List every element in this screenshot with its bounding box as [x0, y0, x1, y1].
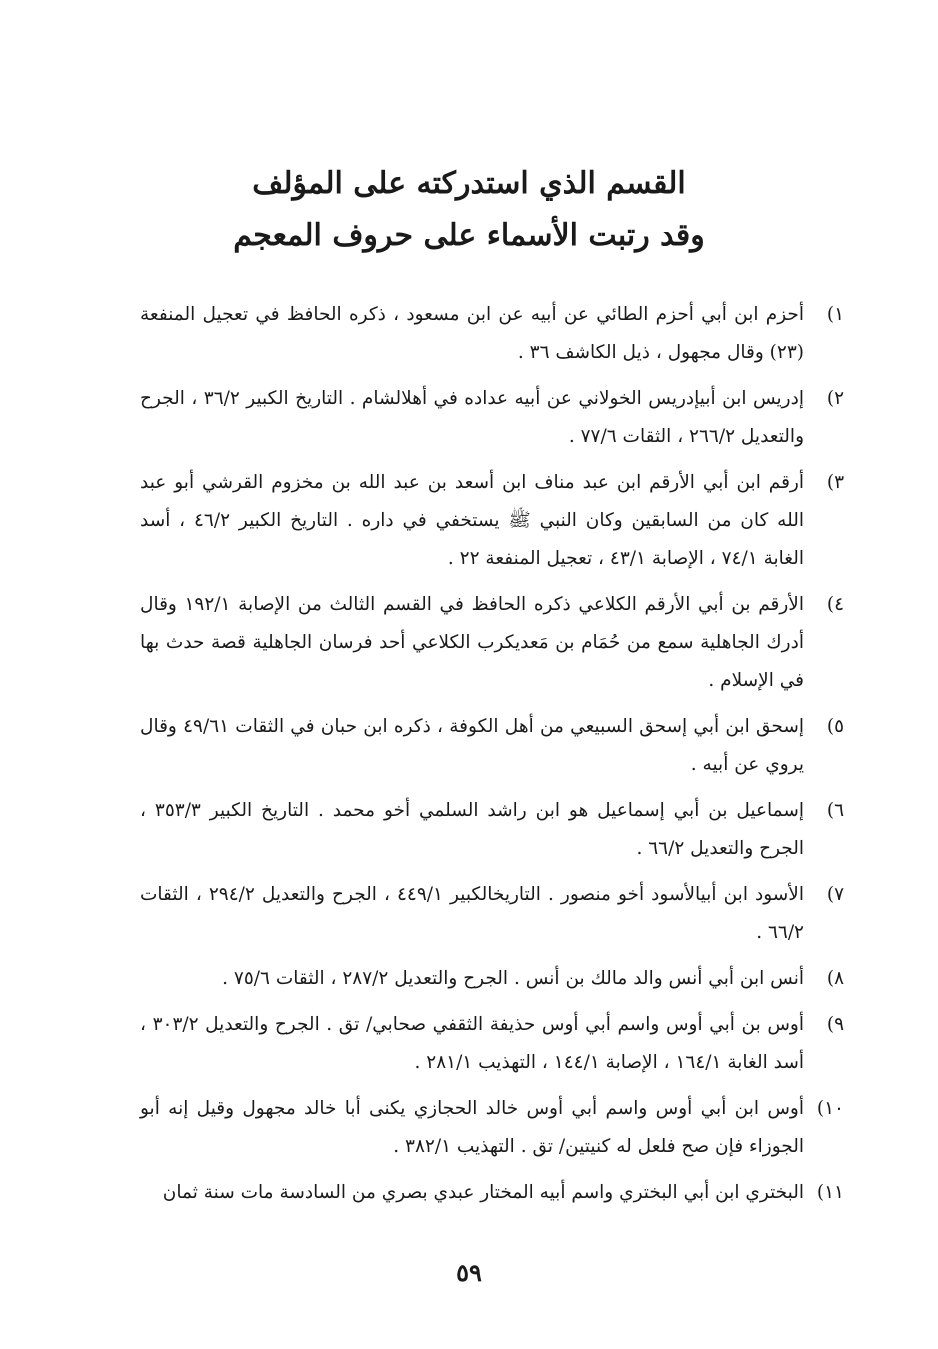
entry-text: أرقم ابن أبي الأرقم ابن عبد مناف ابن أسعد بن عبد الله بن مخزوم القرشي أبو عبد الله كان من السابقين وكان النبي ﷺ يستخفي في داره . التاريخ الكبير ٤٦/٢ ، أسد الغابة ٧٤/١ ، الإصابة ٤٣/١ ، تعجيل المنفعة ٢٢ .	[140, 472, 804, 569]
entry-number: ٢)	[826, 388, 844, 409]
list-item	[140, 296, 844, 372]
entry-text: أوس بن أبي أوس واسم أبي أوس حذيفة الثقفي صحابي/ تق . الجرح والتعديل ٣٠٣/٢ ، أسد الغابة ١٦٤/١ ، الإصابة ١٤٤/١ ، التهذيب ٢٨١/١ .	[140, 1014, 805, 1073]
list-item	[140, 792, 844, 868]
list-item	[140, 876, 844, 952]
entry-number: ٣)	[826, 472, 844, 493]
entry-number: ٥)	[826, 716, 844, 737]
entry-text: البختري ابن أبي البختري واسم أبيه المختار عبدي بصري من السادسة مات سنة ثمان	[162, 1182, 804, 1203]
list-item	[140, 1006, 844, 1082]
list-item	[140, 380, 844, 456]
entry-number: ١٠)	[816, 1098, 844, 1119]
entries-list	[140, 296, 844, 1220]
list-item	[140, 1090, 844, 1166]
list-item	[140, 708, 844, 784]
entry-number: ٨)	[826, 968, 844, 989]
entry-text: الأرقم بن أبي الأرقم الكلاعي ذكره الحافظ في القسم الثالث من الإصابة ١٩٢/١ وقال أدرك الجاهلية سمع من حُمَام بن مَعديكرب الكلاعي أحد فرسان الجاهلية قصة حدث بها في الإسلام .	[140, 594, 804, 691]
entry-text: إسماعيل بن أبي إسماعيل هو ابن راشد السلمي أخو محمد . التاريخ الكبير ٣٥٣/٣ ، الجرح والتعديل ٦٦/٢ .	[140, 800, 804, 859]
entry-number: ٦)	[826, 800, 844, 821]
entry-text: أوس ابن أبي أوس واسم أبي أوس خالد الحجازي يكنى أبا خالد مجهول وقيل إنه أبو الجوزاء فإن صح فلعل له كنيتين/ تق . التهذيب ٣٨٢/١ .	[140, 1098, 804, 1157]
entry-number: ٧)	[826, 884, 844, 905]
entry-number: ١)	[826, 304, 844, 325]
entry-text: الأسود ابن أبيالأسود أخو منصور . التاريخالكبير ٤٤٩/١ ، الجرح والتعديل ٢٩٤/٢ ، الثقات ٦٦/٢ .	[140, 884, 804, 943]
list-item	[140, 1174, 844, 1212]
list-item	[140, 960, 844, 998]
entry-text: أنس ابن أبي أنس والد مالك بن أنس . الجرح والتعديل ٢٨٧/٢ ، الثقات ٧٥/٦ .	[222, 968, 804, 989]
entry-text: إدريس ابن أبيإدريس الخولاني عن أبيه عداده في أهلالشام . التاريخ الكبير ٣٦/٢ ، الجرح والتعديل ٢٦٦/٢ ، الثقات ٧٧/٦ .	[140, 388, 804, 447]
page-number: ٥٩	[456, 1258, 482, 1287]
entry-text: أحزم ابن أبي أحزم الطائي عن أبيه عن ابن مسعود ، ذكره الحافظ في تعجيل المنفعة (٢٣) وقال مجهول ، ذيل الكاشف ٣٦ .	[140, 304, 804, 363]
list-item	[140, 464, 844, 578]
title-line-1: القسم الذي استدركته على المؤلف	[252, 166, 686, 201]
title-line-2: وقد رتبت الأسماء على حروف المعجم	[233, 218, 705, 253]
entry-text: إسحق ابن أبي إسحق السبيعي من أهل الكوفة ، ذكره ابن حبان في الثقات ٤٩/٦١ وقال يروي عن أبيه .	[140, 716, 804, 775]
entry-number: ١١)	[816, 1182, 844, 1203]
entry-number: ٤)	[826, 594, 844, 615]
list-item	[140, 586, 844, 700]
entry-number: ٩)	[826, 1014, 844, 1035]
section-title	[150, 158, 788, 262]
